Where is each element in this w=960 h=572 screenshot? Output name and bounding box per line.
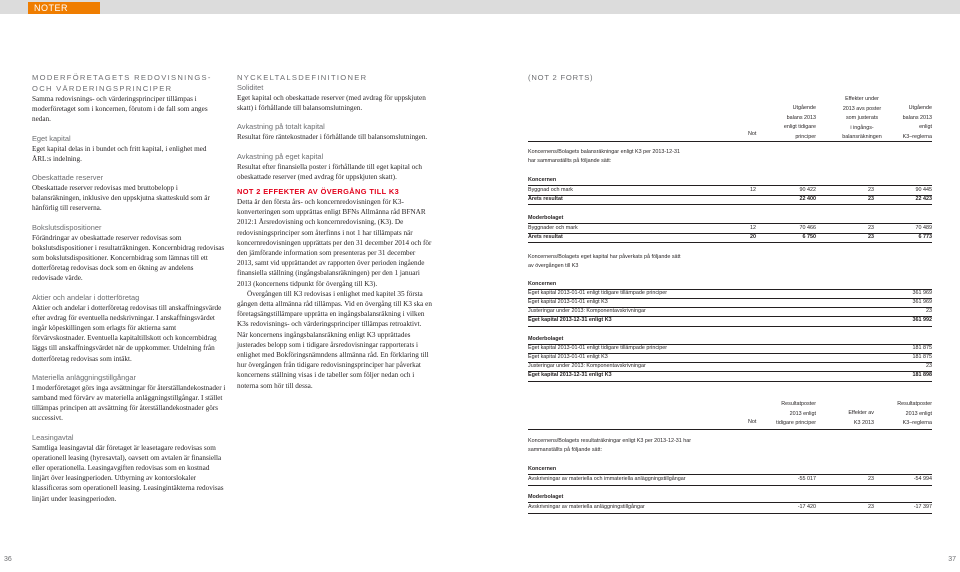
t2-header-previous: Resultatposter 2013 enligt tidigare principer <box>776 401 816 426</box>
row-value: 23 <box>868 187 874 193</box>
col2-text-1: Resultat före räntekostnader i förhållande till balansomslutningen. <box>237 133 428 142</box>
col1-text-2: Förändringar av obeskattade reserver redovisas som bokslutsdispositioner i resultaträkningen. Koncernbidrag redovisas som bokslutsdispositioner. Koncernbidrag som lämnas till ett dotterföretag redovisas dock som en ökning av andelens redovisade värde. <box>32 233 225 283</box>
row-label: Eget kapital 2013-12-31 enligt K3 <box>528 317 612 323</box>
row-value: 23 <box>868 225 874 231</box>
t1-header-not: Not <box>748 131 757 137</box>
col2-head-1: Avkastning på totalt kapital <box>237 122 325 132</box>
section-tab <box>28 2 100 14</box>
row-value: -55 017 <box>797 476 816 482</box>
rule <box>528 513 932 514</box>
row-label: Eget kapital 2013-01-01 enligt K3 <box>528 299 608 305</box>
col2-title: NYCKELTALSDEFINITIONER <box>237 73 368 82</box>
row-value: -17 420 <box>797 504 816 510</box>
col1-text-3: Aktier och andelar i dotterföretag redovisas till anskaffningsvärde efter avdrag för eventuella nedskrivningar. I anskaffningsvärdet ingår köpeskillingen som erlagts för aktierna samt förvärvskostnader. Eventuella kapitaltillskott och koncernbidrag läggs till anskaffningsvärdet när de uppkommer. Utdelning från dotterföretag redovisas som intäkt. <box>32 303 222 363</box>
row-value: 90 445 <box>915 187 932 193</box>
note2-cont-label: (NOT 2 FORTS) <box>528 73 594 82</box>
row-value: 6 750 <box>802 234 816 240</box>
row-not: 12 <box>750 225 756 231</box>
t1-intro-1: Koncernens/Bolagets balansräkningar enligt K3 per 2013-12-31 <box>528 149 680 155</box>
equity-moderbolaget: Moderbolaget <box>528 336 564 342</box>
col1-text-4: I moderföretaget görs inga avsättningar för återställandekostnader i samband med förvärv av materiella anläggningstillgångar. I stället tillämpas principen att avsättning för återställandekostnader görs successivt. <box>32 383 226 423</box>
t2-header-rule <box>528 429 932 430</box>
row-label: Årets resultat <box>528 196 563 202</box>
t2-header-not: Not <box>748 419 757 425</box>
note2-title: NOT 2 EFFEKTER AV ÖVERGÅNG TILL K3 <box>237 187 400 197</box>
row-value: 181 898 <box>912 372 932 378</box>
row-label: Justeringar under 2013: Komponentavskrivningar <box>528 363 646 369</box>
col1-intro: Samma redovisnings- och värderingsprinciper tillämpas i moderföretaget som i koncernen, förutom i de fall som anges nedan. <box>32 95 208 124</box>
equity-intro-2: av övergången till K3 <box>528 263 579 269</box>
rule <box>528 485 932 486</box>
top-bar <box>0 0 960 14</box>
t1-moderbolaget: Moderbolaget <box>528 215 564 221</box>
rule <box>528 326 932 327</box>
t2-koncernen: Koncernen <box>528 466 557 472</box>
row-value: 361 992 <box>912 317 932 323</box>
rule <box>528 223 932 224</box>
row-value: 22 423 <box>915 196 932 202</box>
row-label: Avskrivningar av materiella anläggningstillgångar <box>528 504 645 510</box>
t2-header-k3: Resultatposter 2013 enligt K3–reglerna <box>897 401 932 426</box>
col1-head-3: Aktier och andelar i dotterföretag <box>32 292 140 302</box>
t2-intro-1: Koncernens/Bolagets resultaträkningar enligt K3 per 2013-12-31 har <box>528 438 692 444</box>
col1-head-5: Leasingavtal <box>32 432 74 442</box>
row-not: 12 <box>750 187 756 193</box>
note2-paragraph-1: Detta är den första års- och koncernredovisningen för K3-konverteringen som upprättas enligt BFNs Allmänna råd BFNAR 2012:1 Årsredovisning och koncernredovisning, (K3). De redovisningsprinciper som återfinns i not 1 har tillämpats när koncernredovisningen upprättats per den 31 december 2014 och för den jämförande information som presenteras per 31 december 2013, samt vid upprättandet av rapporten över perioden ingående finansiella ställning (ingångsbalansräkningen) per den 1 januari 2013 (koncernens tidpunkt för övergång till K3). <box>237 198 432 288</box>
row-value: 181 875 <box>912 354 932 360</box>
row-label: Byggnad och mark <box>528 187 573 193</box>
row-value: 90 422 <box>799 187 816 193</box>
rule <box>528 381 932 382</box>
column-key-ratios <box>237 72 433 391</box>
page-number-left: 36 <box>4 556 12 563</box>
rule <box>528 502 932 503</box>
t2-header-effects: Effekter av K3 2013 <box>848 410 874 426</box>
row-label: Eget kapital 2013-01-01 enligt K3 <box>528 354 608 360</box>
rule <box>528 242 932 243</box>
col1-text-0: Eget kapital delas in i bundet och fritt kapital, i enlighet med ÅRL:s indelning. <box>32 144 207 163</box>
col2-head-0: Soliditet <box>237 83 264 92</box>
row-value: 70 466 <box>799 225 816 231</box>
t1-intro-2: har sammanställts på följande sätt: <box>528 158 612 164</box>
col2-text-0: Eget kapital och obeskattade reserver (med avdrag för uppskjuten skatt) i förhållande till balansomslutningen. <box>237 94 426 113</box>
t1-header-k3: Utgående balans 2013 enligt K3–reglerna <box>902 105 932 140</box>
row-not: 20 <box>750 234 756 240</box>
rule <box>528 474 932 475</box>
row-value: 23 <box>926 308 932 314</box>
row-value: 70 489 <box>915 225 932 231</box>
row-value: -54 994 <box>913 476 932 482</box>
row-label: Avskrivningar av materiella och immateriella anläggningstillgångar <box>528 476 686 482</box>
rule <box>528 185 932 186</box>
rule <box>528 204 932 205</box>
col2-text-2: Resultat efter finansiella poster i förhållande till eget kapital och obeskattade reserver (med avdrag för uppskjuten skatt). <box>237 162 423 181</box>
row-label: Justeringar under 2013: Komponentavskrivningar <box>528 308 646 314</box>
row-value: 23 <box>868 476 874 482</box>
col1-title: MODERFÖRETAGETS REDOVISNINGS- OCH VÄRDERINGSPRINCIPER <box>32 73 212 93</box>
equity-intro-1: Koncernens/Bolagets eget kapital har påverkats på följande sätt <box>528 254 681 260</box>
equity-koncernen: Koncernen <box>528 281 557 287</box>
col2-head-2: Avkastning på eget kapital <box>237 151 324 161</box>
row-value: 23 <box>926 363 932 369</box>
t2-intro-2: sammanställts på följande sätt: <box>528 447 603 453</box>
section-label: NOTER <box>34 3 68 13</box>
row-value: -17 397 <box>913 504 932 510</box>
row-value: 361 969 <box>912 290 932 296</box>
t1-koncernen: Koncernen <box>528 177 557 183</box>
t1-header-previous: Utgående balans 2013 enligt tidigare principer <box>783 105 816 140</box>
col1-head-4: Materiella anläggningstillgångar <box>32 372 136 382</box>
t2-moderbolaget: Moderbolaget <box>528 494 564 500</box>
col1-text-1: Obeskattade reserver redovisas med bruttobelopp i balansräkningen, inklusive den uppskjutna skatteskuld som är hänförlig till reserverna. <box>32 184 210 213</box>
t1-header-rule <box>528 141 932 142</box>
col1-head-0: Eget kapital <box>32 133 71 143</box>
row-value: 6 773 <box>918 234 932 240</box>
row-label: Eget kapital 2013-01-01 enligt tidigare tillämpade principer <box>528 290 668 296</box>
column-accounting-principles <box>32 72 226 504</box>
col1-head-1: Obeskattade reserver <box>32 173 104 183</box>
row-value: 181 875 <box>912 345 932 351</box>
row-value: 22 400 <box>799 196 816 202</box>
note2-paragraph-2: Övergången till K3 redovisas i enlighet med kapitel 35 första gången detta allmänna råd tillämpas. Vid en övergång till K3 ska en företagsängstillämpare upprätta en ingångsbalansräkning i vilken K3s redovisnings- och värderingsprinciper tillämpas retroaktivt. När koncernens ingångsbalansräkning enligt K3 upprättades justerades belopp som i tidigare årsredovisningar rapporterats i enlighet med Bokföringsnämndens allmänna råd. En förklaring till hur övergången från tidigare redovisningsprinciper har påverkat koncernens ställning visas i de tabeller som följer nedan och i noterna som hör till dessa. <box>237 289 432 390</box>
row-label: Eget kapital 2013-01-01 enligt tidigare tillämpade principer <box>528 345 668 351</box>
row-value: 23 <box>868 504 874 510</box>
col1-text-5: Samtliga leasingavtal där företaget är leasetagare redovisas som operationell leasing (hyresavtal), oavsett om avtalen är finansiella eller operationella. Leasingavgiften redovisas som en kostnad linjärt över leasingperioden. Utbyrning av kontorslokaler klassificeras som operationell leasing. Leasingintäkterna redovisas linjärt under leasingperioden. <box>32 443 224 503</box>
row-value: 361 969 <box>912 299 932 305</box>
row-label: Årets resultat <box>528 234 563 240</box>
page-number-right: 37 <box>948 556 956 563</box>
row-label: Eget kapital 2013-12-31 enligt K3 <box>528 372 612 378</box>
t1-header-effects: Effekter under 2013 avs poster som justerats i ingångs- balansräkningen <box>842 96 882 140</box>
col1-head-2: Bokslutsdispositioner <box>32 222 102 232</box>
row-value: 23 <box>868 234 874 240</box>
row-value: 23 <box>868 196 874 202</box>
row-label: Byggnader och mark <box>528 225 578 231</box>
